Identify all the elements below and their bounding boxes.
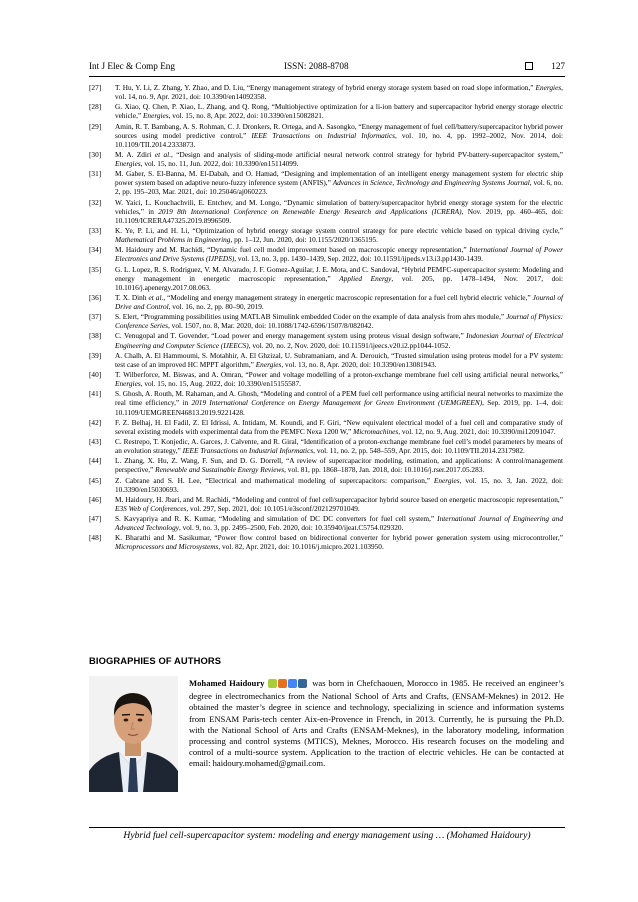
section-title: BIOGRAPHIES OF AUTHORS xyxy=(89,655,222,666)
reference-item xyxy=(89,150,563,168)
reference-text: W. Yaici, L. Kouchachvili, E. Entchev, and M. Longo, “Dynamic simulation of battery/supercapacitor hybrid energy storage system for the electric vehicles,” in 2019 8th International Conference on Renewable Energy Research and Applications (ICRERA), Nov. 2019, pp. 460–465, doi: 10.1109/ICRERA47325.2019.8996509. xyxy=(115,197,564,225)
reference-text: S. Ghosh, A. Routh, M. Rahaman, and A. Ghosh, “Modeling and control of a PEM fuel cell performance using artificial neural networks to maximize the real time efficiency,” in 2019 International Conference on Energy Management for Green Environment (UEMGREEN), Sep. 2019, pp. 1–4, doi: 10.1109/UEMGREEN46813.2019.9221428. xyxy=(115,389,564,417)
reference-number: [32] xyxy=(89,197,102,207)
reference-item xyxy=(89,102,563,120)
reference-number: [29] xyxy=(89,121,102,131)
reference-item xyxy=(89,245,563,263)
reference-number: [44] xyxy=(89,456,102,466)
reference-text: M. Gaber, S. El-Banna, M. El-Dabah, and O. Hamad, “Designing and implementation of an intelligent energy management system for electric ship power system based on adaptive neuro-fuzzy inference system (ANFIS),” Advances in Science, Technology and Engineering Systems Journal, vol. 6, no. 2, pp. 195–203, Mar. 2021, doi: 10.25046/aj060223. xyxy=(115,169,563,197)
reference-number: [46] xyxy=(89,494,102,504)
reference-item xyxy=(89,198,563,225)
reference-number: [40] xyxy=(89,370,102,380)
orcid-icon[interactable] xyxy=(268,679,277,688)
reference-number: [39] xyxy=(89,350,102,360)
author-portrait-image xyxy=(89,676,178,792)
reference-text: K. Ye, P. Li, and H. Li, “Optimization of hybrid energy storage system control strategy for pure electric vehicle based on typical driving cycle,” Mathematical Problems in Engineering, pp. 1–12, Jun. 2020, doi: 10.1155/2020/1365195. xyxy=(115,225,563,245)
reference-number: [45] xyxy=(89,475,102,485)
reference-item xyxy=(89,331,563,349)
reference-text: Z. Cabrane and S. H. Lee, “Electrical and mathematical modeling of supercapacitors: comparison,” Energies, vol. 15, no. 3, Jan. 2022, doi: 10.3390/en15030693. xyxy=(115,475,563,494)
journal-name: Int J Elec & Comp Eng xyxy=(89,61,175,71)
reference-text: L. Zhang, X. Hu, Z. Wang, F. Sun, and D. G. Dorrell, “A review of supercapacitor modeling, estimation, and applications: A control/management perspective,” Renewable and Sustainable Energy Reviews, vol. 81, pp. 1868–1878, Jan. 2018, doi: 10.1016/j.rser.2017.05.283. xyxy=(115,456,563,475)
reference-item xyxy=(89,456,563,474)
reference-number: [33] xyxy=(89,225,102,235)
author-name: Mohamed Haidoury xyxy=(189,678,265,688)
author-photo xyxy=(89,676,178,792)
reference-text: C. Restrepo, T. Konjedic, A. Garces, J. Calvente, and R. Giral, “Identification of a proton-exchange membrane fuel cell’s model parameters by means of an evolution strategy,” IEEE Transactions on Industrial Informatics, vol. 11, no. 2, pp. 548–559, Apr. 2015, doi: 10.1109/TII.2014.2317982. xyxy=(115,436,563,456)
reference-text: S. Elert, “Programming possibilities using MATLAB Simulink embedded Coder on the example of data analysis from ahrs module,” Journal of Physics: Conference Series, vol. 1507, no. 8, Mar. 2020, doi: 10.1088/1742-6596/1507/8/082042. xyxy=(115,312,563,331)
reference-item xyxy=(89,514,563,532)
running-footer: Hybrid fuel cell-supercapacitor system: modeling and energy management using … (Mohamed Haidoury) xyxy=(123,830,531,841)
square-icon xyxy=(525,62,533,70)
reference-text: G. Xiao, Q. Chen, P. Xiao, L. Zhang, and Q. Rong, “Multiobjective optimization for a li-ion battery and supercapacitor hybrid energy storage electric vehicle,” Energies, vol. 15, no. 8, Apr. 2022, doi: 10.3390/en15082821. xyxy=(115,102,563,121)
issn: ISSN: 2088-8708 xyxy=(284,61,349,71)
reference-item xyxy=(89,312,563,330)
page-number: 127 xyxy=(551,61,565,71)
author-biography xyxy=(189,678,564,770)
reference-number: [47] xyxy=(89,514,102,524)
reference-item xyxy=(89,533,563,551)
reference-number: [41] xyxy=(89,389,102,399)
reference-number: [35] xyxy=(89,264,102,274)
reference-item xyxy=(89,476,563,494)
scopus-icon[interactable] xyxy=(278,679,287,688)
reference-number: [43] xyxy=(89,436,102,446)
reference-number: [31] xyxy=(89,169,102,179)
reference-text: K. Bharathi and M. Sasikumar, “Power flow control based on bidirectional converter for hybrid power generation system using microcontroller,” Microprocessors and Microsystems, vol. 82, Apr. 2021, doi: 10.1016/j.micpro.2021.103950. xyxy=(115,533,563,552)
reference-text: A. Chalh, A. El Hammoumi, S. Motahhir, A. El Ghzizal, U. Subramaniam, and A. Derouich, “Trusted simulation using proteus model for a PV system: test case of an improved HC MPPT algorithm,” Energies, vol. 13, no. 8, Apr. 2020, doi: 10.3390/en13081943. xyxy=(115,350,563,369)
footer-rule xyxy=(89,827,565,828)
reference-text: M. A. Zdiri et al., “Design and analysis of sliding-mode artificial neural network control strategy for hybrid PV-battery-supercapacitor system,” Energies, vol. 15, no. 11, Jun. 2022, doi: 10.3390/en15114099. xyxy=(115,149,563,169)
reference-list xyxy=(89,83,563,553)
reference-item xyxy=(89,226,563,244)
reference-item xyxy=(89,389,563,416)
reference-text: S. Kavyapriya and R. K. Kumar, “Modeling and simulation of DC DC converters for fuel cell system,” International Journal of Engineering and Advanced Technology, vol. 9, no. 3, pp. 2495–2500, Feb. 2020, doi: 10.35940/ijeat.C5754.029320. xyxy=(115,514,563,533)
running-header xyxy=(89,61,565,75)
reference-item xyxy=(89,351,563,369)
reference-number: [27] xyxy=(89,83,102,92)
reference-number: [28] xyxy=(89,102,102,112)
reference-text: F. Z. Belhaj, H. El Fadil, Z. El Idrissi, A. Intidam, M. Koundi, and F. Giri, “New equivalent electrical model of a fuel cell and comparative study of several existing models with experimental data from the PEMFC Nexa 1200 W,” Micromachines, vol. 12, no. 9, Aug. 2021, doi: 10.3390/mi12091047. xyxy=(115,417,563,436)
header-rule xyxy=(89,76,565,77)
author-bio-text: was born in Chefchaouen, Morocco in 1985. He received an engineer’s degree in electromechanics from the National School of Arts and Crafts, (ENSAM-Meknes) in 2012. He obtained the master’s degree in science and technology, specializing in science and information systems from ENSAM Paris-tech center Aix-en-Provence in French, in 2013. Currently, he is pursuing the Ph.D. with the National School of Arts and Crafts (ENSAM-Meknes), in the laboratory modeling, information processing and control systems (MTICS), Meknes, Morocco. His research focuses on the modeling and control of a multi-source system. Application to the traction of electric vehicles. He can be contacted at email: haidoury.mohamed@gmail.com. xyxy=(189,678,564,769)
reference-number: [48] xyxy=(89,533,102,543)
reference-number: [37] xyxy=(89,312,102,322)
reference-item xyxy=(89,83,563,101)
reference-text: Amin, R. T. Bambang, A. S. Rohman, C. J. Dronkers, R. Ortega, and A. Sasongko, “Energy management of fuel cell/battery/supercapacitor hybrid power sources using model predictive control,” IEEE Transactions on Industrial Informatics, vol. 10, no. 4, pp. 1992–2002, Nov. 2014, doi: 10.1109/TII.2014.2333873. xyxy=(115,121,563,149)
reference-item xyxy=(89,418,563,436)
reference-item xyxy=(89,495,563,513)
reference-item xyxy=(89,169,563,196)
reference-text: G. L. Lopez, R. S. Rodriguez, V. M. Alvarado, J. F. Gomez-Aguilar, J. E. Mota, and C. Sandoval, “Hybrid PEMFC-supercapacitor system: Modeling and energy management in energetic macroscopic representation,” Applied Energy, vol. 205, pp. 1478–1494, Nov. 2017, doi: 10.1016/j.apenergy.2017.08.063. xyxy=(115,264,563,292)
publons-icon[interactable] xyxy=(298,679,307,688)
reference-text: M. Haidoury and M. Rachidi, “Dynamic fuel cell model improvement based on macroscopic energy representation,” International Journal of Power Electronics and Drive Systems (IJPEDS), vol. 13, no. 3, pp. 1430–1439, Sep. 2022, doi: 10.11591/ijpeds.v13.i3.pp1430-1439. xyxy=(115,245,563,264)
reference-number: [30] xyxy=(89,149,102,159)
reference-item xyxy=(89,265,563,292)
reference-number: [34] xyxy=(89,245,102,255)
reference-item xyxy=(89,370,563,388)
author-profile-icons xyxy=(268,679,308,691)
reference-number: [36] xyxy=(89,292,102,302)
reference-item xyxy=(89,437,563,455)
scholar-icon[interactable] xyxy=(288,679,297,688)
reference-text: T. Wilberforce, M. Biswas, and A. Omran, “Power and voltage modelling of a proton-exchange membrane fuel cell using artificial neural networks,” Energies, vol. 15, no. 15, Aug. 2022, doi: 10.3390/en15155587. xyxy=(115,370,563,389)
reference-number: [42] xyxy=(89,417,102,427)
reference-text: M. Haidoury, H. Jbari, and M. Rachidi, “Modeling and control of fuel cell/supercapacitor hybrid source based on energetic macroscopic representation,” E3S Web of Conferences, vol. 297, Sep. 2021, doi: 10.1051/e3sconf/202129701049. xyxy=(115,494,563,513)
reference-number: [38] xyxy=(89,331,102,341)
reference-text: T. X. Dinh et al., “Modeling and energy management strategy in energetic macroscopic representation for a fuel cell hybrid electric vehicle,” Journal of Drive and Control, vol. 16, no. 2, pp. 80–90, 2019. xyxy=(115,292,563,311)
reference-item xyxy=(89,293,563,311)
reference-text: C. Venugopal and T. Govender, “Load power and energy management system using proteus visual design software,” Indonesian Journal of Electrical Engineering and Computer Science (IJEECS), vol. 20, no. 2, Nov. 2020, doi: 10.11591/ijeecs.v20.i2.pp1044-1052. xyxy=(115,331,564,350)
reference-item xyxy=(89,122,563,149)
reference-text: T. Hu, Y. Li, Z. Zhang, Y. Zhao, and D. Liu, “Energy management strategy of hybrid energy storage system based on road slope information,” Energies, vol. 14, no. 9, Apr. 2021, doi: 10.3390/en14092358. xyxy=(115,83,563,102)
